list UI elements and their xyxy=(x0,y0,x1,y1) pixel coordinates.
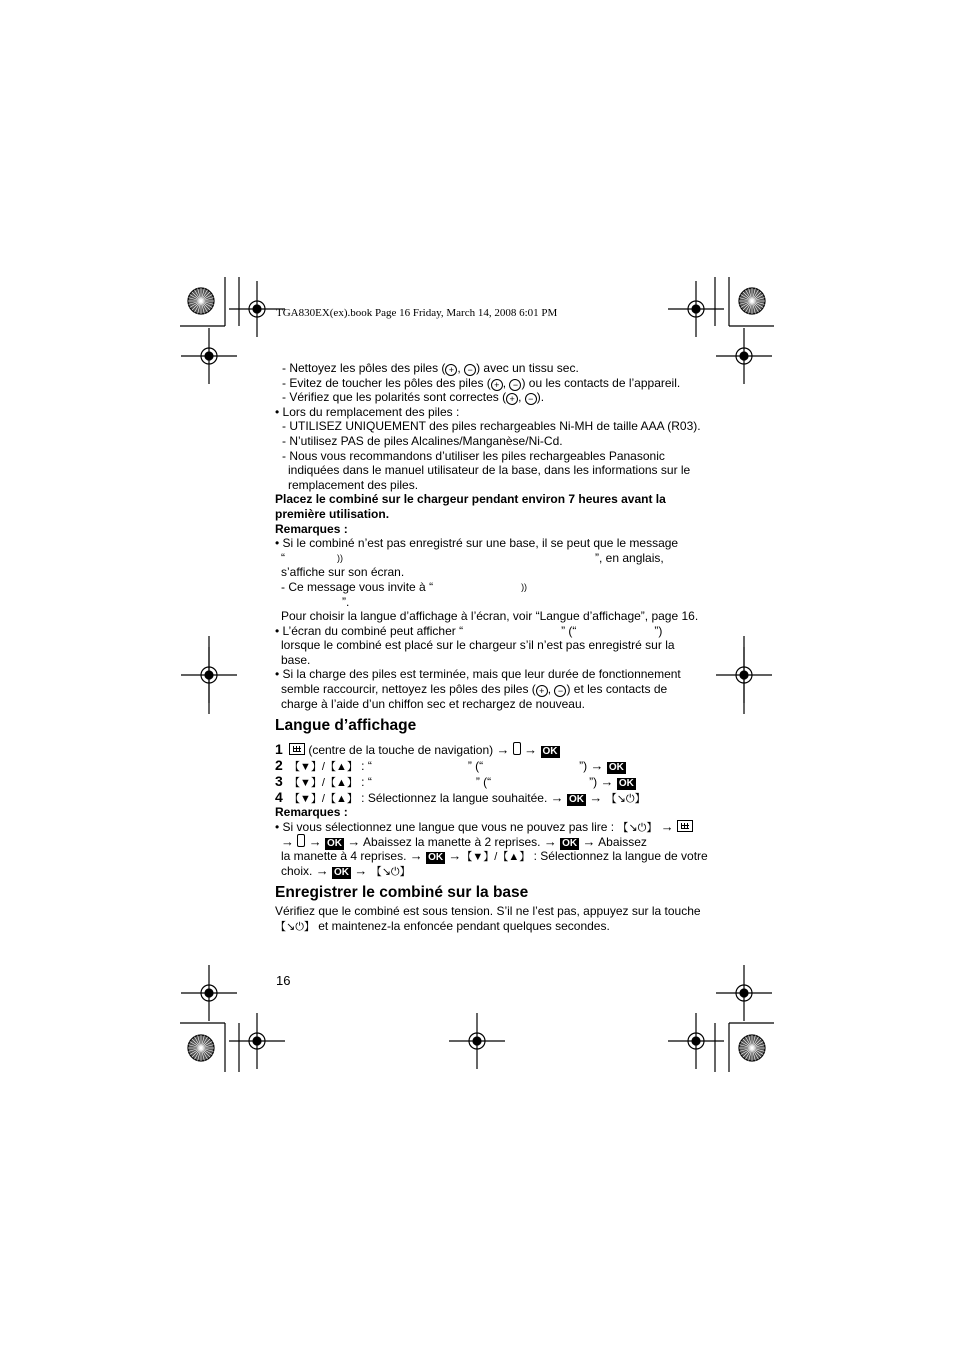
menu-icon xyxy=(677,820,693,832)
ok-icon: OK xyxy=(542,746,558,758)
book-header: TGA830EX(ex).book Page 16 Friday, March 14, 2008 6:01 PM xyxy=(276,307,558,319)
text-line: semble raccourcir, nettoyez les pôles des piles ( + , − ) et les contacts de xyxy=(281,682,668,697)
minus-icon: − xyxy=(525,393,537,405)
text-line: lorsque le combiné est placé sur le chargeur s’il n’est pas enregistré sur la xyxy=(281,638,675,653)
text-line: - N’utilisez PAS de piles Alcalines/Manganèse/Ni-Cd. xyxy=(282,433,563,448)
ok-icon: OK xyxy=(428,852,444,864)
remark-line: • Si vous sélectionnez une langue que vous ne pouvez pas lire : 【↘⏻】 → xyxy=(275,820,685,835)
registration-mark xyxy=(449,1013,505,1069)
remark-line: la manette à 4 reprises. → OK →【▼】/【▲】 : Sélectionnez la langue de votre xyxy=(281,848,708,864)
text-line: • Si le combiné n’est pas enregistré sur une base, il se peut que le message xyxy=(275,536,679,551)
text-line: Vérifiez que le combiné est sous tension. S’il ne l’est pas, appuyez sur la touche xyxy=(275,904,701,919)
off-key-icon: 【↘⏻】 xyxy=(617,821,658,834)
text-line: • L’écran du combiné peut afficher “ ” (“ ”) xyxy=(275,623,663,638)
charge-instruction: Placez le combiné sur le chargeur pendant environ 7 heures avant la xyxy=(275,492,666,507)
plus-icon: + xyxy=(536,685,548,697)
registration-mark xyxy=(181,647,237,703)
off-key-icon: 【↘⏻】 xyxy=(275,920,315,933)
step-2: 2 【▼】/【▲】 : “ ” (“ ”) → OK xyxy=(275,757,624,774)
text-line: - Ce message vous invite à “ )) xyxy=(281,579,528,594)
remark-line: choix. → OK → 【↘⏻】 xyxy=(281,862,411,878)
ok-icon: OK xyxy=(618,778,634,790)
text-line: • Si la charge des piles est terminée, mais que leur durée de fonctionnement xyxy=(275,667,681,682)
ok-icon: OK xyxy=(569,794,584,806)
color-target xyxy=(739,1035,765,1061)
minus-icon: − xyxy=(554,685,566,697)
registration-mark xyxy=(181,328,237,384)
remark-line: → → OK → Abaissez la manette à 2 reprises. → OK → Abaissez xyxy=(281,834,647,850)
text-line: - UTILISEZ UNIQUEMENT des piles rechargeables Ni-MH de taille AAA (R03). xyxy=(282,419,701,434)
registration-mark xyxy=(181,965,237,1021)
color-target xyxy=(188,1035,214,1061)
handset-icon xyxy=(297,834,305,847)
text-line: s’affiche sur son écran. xyxy=(281,565,405,580)
text-line: remplacement des piles. xyxy=(288,477,419,492)
page-number: 16 xyxy=(276,973,291,988)
registration-mark xyxy=(716,328,772,384)
color-target xyxy=(739,288,765,314)
text-line: indiquées dans le manuel utilisateur de la base, dans les informations sur le xyxy=(288,463,691,478)
registration-mark xyxy=(716,965,772,1021)
ok-icon: OK xyxy=(334,866,350,878)
signal-icon: )) xyxy=(337,552,343,563)
text-line: Pour choisir la langue d’affichage à l’écran, voir “Langue d’affichage”, page 16. xyxy=(281,609,699,624)
step-4: 4 【▼】/【▲】 : Sélectionnez la langue souhaitée. → OK → 【↘⏻】 xyxy=(275,789,646,806)
text-line: charge à l’aide d’un chiffon sec et rechargez de nouveau. xyxy=(281,696,585,711)
handset-icon xyxy=(513,742,521,755)
registration-mark xyxy=(716,647,772,703)
minus-icon: − xyxy=(509,379,521,391)
off-key-icon: 【↘⏻】 xyxy=(605,793,646,806)
remarks-heading: Remarques : xyxy=(275,521,348,536)
registration-mark xyxy=(229,1013,285,1069)
text-line: • Lors du remplacement des piles : xyxy=(275,404,460,419)
text-line: - Nettoyez les pôles des piles ( + , − ) avec un tissu sec. xyxy=(282,361,579,375)
text-line: - Vérifiez que les polarités sont correctes ( + , − ). xyxy=(282,390,545,405)
ok-icon: OK xyxy=(327,838,343,850)
plus-icon: + xyxy=(445,364,457,376)
minus-icon: − xyxy=(464,364,476,376)
section-title-langue: Langue d’affichage xyxy=(275,717,417,735)
text-line: - Nous vous recommandons d’utiliser les piles rechargeables Panasonic xyxy=(282,448,665,463)
plus-icon: + xyxy=(491,379,503,391)
plus-icon: + xyxy=(506,393,518,405)
navigation-key-icon: 【▼】/【▲】 xyxy=(289,761,358,774)
navigation-key-icon: 【▼】/【▲】 xyxy=(289,793,358,806)
text-line: “ )) ”, en anglais, xyxy=(281,550,664,565)
text-line: base. xyxy=(281,652,311,667)
text-line: 【↘⏻】 et maintenez-la enfoncée pendant quelques secondes. xyxy=(275,918,610,933)
menu-icon xyxy=(289,743,305,755)
color-target xyxy=(188,288,214,314)
text-line: - Evitez de toucher les pôles des piles ( + , − ) ou les contacts de l’appareil. xyxy=(282,375,681,390)
page-content xyxy=(275,361,708,933)
text-line: ”. xyxy=(342,594,350,609)
section-title-enregistrer: Enregistrer le combiné sur la base xyxy=(275,884,529,902)
remarks-heading: Remarques : xyxy=(275,805,348,820)
step-3: 3 【▼】/【▲】 : “ ” (“ ”) → OK xyxy=(275,773,634,790)
navigation-key-icon: 【▼】/【▲】 xyxy=(289,777,358,790)
charge-instruction: première utilisation. xyxy=(275,506,390,521)
ok-icon: OK xyxy=(608,762,624,774)
step-1: 1 (centre de la touche de navigation) → → OK xyxy=(275,741,558,758)
signal-icon: )) xyxy=(521,581,528,592)
navigation-key-icon: 【▼】/【▲】 xyxy=(461,851,531,864)
ok-icon: OK xyxy=(562,838,578,850)
off-key-icon: 【↘⏻】 xyxy=(370,865,411,878)
